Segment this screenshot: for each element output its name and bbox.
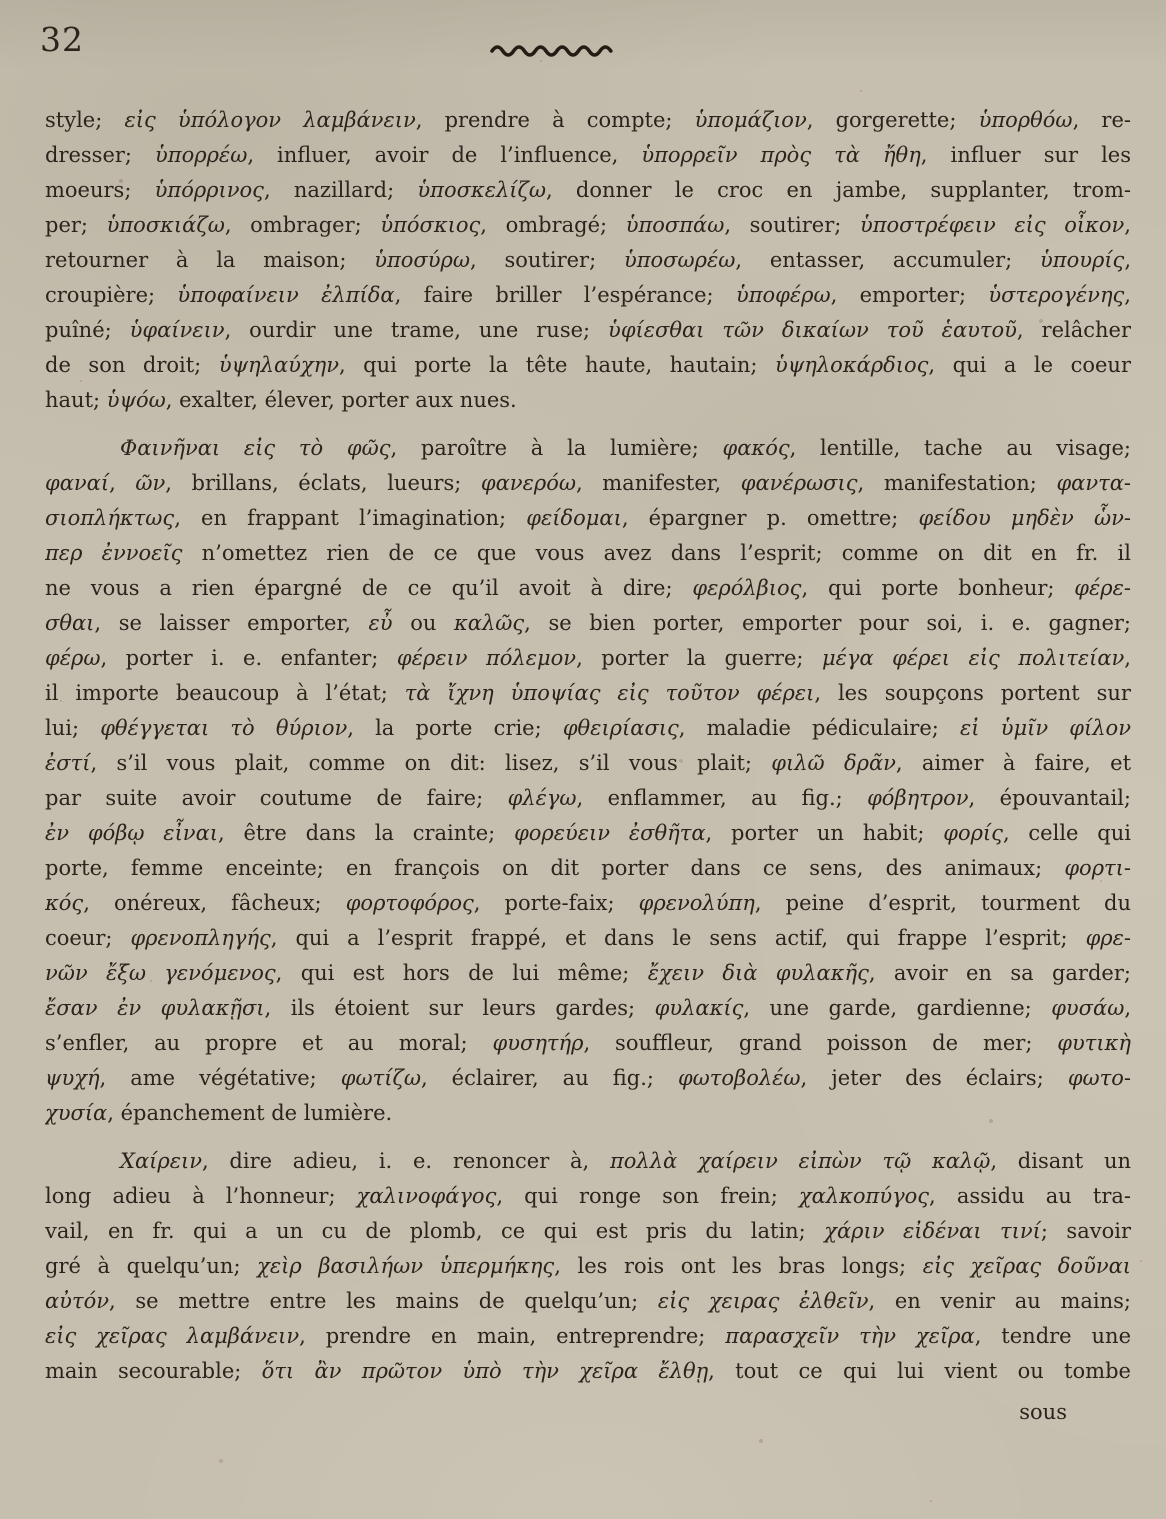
greek-term: ὑποφέρω bbox=[735, 283, 831, 307]
greek-term: τὴν bbox=[859, 1324, 897, 1348]
greek-term: φλέγω bbox=[507, 786, 577, 810]
greek-term: ὑπουρίς bbox=[1040, 248, 1125, 272]
text-line: περ ἐννοεῖς n’omettez rien de ce que vous avez dans l’esprit; comme on dit en fr. il bbox=[45, 541, 1131, 565]
text-line: retourner à la maison; ὑποσύρω, soutirer; ὑποσωρέω, entasser, accumuler; ὑπουρίς, bbox=[45, 248, 1131, 272]
greek-term: χεὶρ bbox=[257, 1254, 302, 1278]
greek-term: ῶν bbox=[135, 471, 166, 495]
greek-term: ὅτι bbox=[261, 1359, 295, 1383]
greek-term: εἶναι bbox=[163, 821, 218, 845]
greek-term: Φαινῆναι bbox=[120, 436, 221, 460]
greek-term: ὑποσκελίζω bbox=[417, 178, 547, 202]
greek-term: φείδου bbox=[918, 506, 991, 530]
greek-term: περ bbox=[45, 541, 83, 565]
text-line: gré à quelqu’un; χεὶρ βασιλήων ὑπερμήκης, les rois ont les bras longs; εἰς χεῖρας δοῦναι bbox=[45, 1254, 1131, 1278]
text-line: νῶν ἔξω γενόμενος, qui est hors de lui même; ἔχειν διὰ φυλακῆς, avoir en sa garder; bbox=[45, 961, 1131, 985]
greek-term: πολιτείαν bbox=[1018, 646, 1125, 670]
text-line: κός, onéreux, fâcheux; φορτοφόρος, porte-faix; φρενολύπη, peine d’esprit, tourment du bbox=[45, 891, 1131, 915]
greek-term: ὑπόλογον bbox=[177, 108, 282, 132]
greek-term: ὧν bbox=[1093, 506, 1124, 530]
greek-term: φορτι bbox=[1064, 856, 1124, 880]
text-line: σθαι, se laisser emporter, εὖ ou καλῶς, se bien porter, emporter pour soi, i. e. gagner; bbox=[45, 611, 1131, 635]
greek-term: εἰς bbox=[1014, 213, 1046, 237]
greek-term: τῷ bbox=[882, 1149, 912, 1173]
wavy-rule-icon bbox=[488, 42, 622, 58]
text-line: style; εἰς ὑπόλογον λαμβάνειν, prendre à compte; ὑπομάζιον, gorgerette; ὑπορθόω, re- bbox=[45, 108, 1131, 132]
greek-term: ἐλπίδα bbox=[321, 283, 395, 307]
text-line: ἐν φόβῳ εἶναι, être dans la crainte; φορεύειν ἐσθῆτα, porter un habit; φορίς, celle qui bbox=[45, 821, 1131, 845]
greek-term: τοῦτον bbox=[665, 681, 740, 705]
greek-term: φρενοπληγής bbox=[130, 926, 271, 950]
greek-term: φρε bbox=[1085, 926, 1124, 950]
greek-term: ὑποφαίνειν bbox=[177, 283, 299, 307]
greek-term: φυλακῇσι bbox=[160, 996, 265, 1020]
greek-term: λαμβάνειν bbox=[303, 108, 416, 132]
greek-term: φέρω bbox=[45, 646, 101, 670]
greek-term: εἰδέναι bbox=[902, 1219, 982, 1243]
greek-term: ὑπόρρινος bbox=[154, 178, 264, 202]
greek-term: φωτοβολέω bbox=[677, 1066, 801, 1090]
greek-term: φόβητρον bbox=[867, 786, 969, 810]
greek-term: ἔχειν bbox=[647, 961, 704, 985]
greek-term: φέρε bbox=[1074, 576, 1124, 600]
greek-term: ὑποψίας bbox=[510, 681, 601, 705]
greek-term: τὰ bbox=[404, 681, 431, 705]
greek-term: ὑψηλαύχην bbox=[218, 353, 339, 377]
greek-term: φανερόω bbox=[480, 471, 576, 495]
greek-term: οἶκον bbox=[1064, 213, 1125, 237]
text-line: coeur; φρενοπληγής, qui a l’esprit frappé, et dans le sens actif, qui frappe l’esprit; φρε- bbox=[45, 926, 1131, 950]
greek-term: εἰς bbox=[243, 436, 276, 460]
greek-term: φέρει bbox=[892, 646, 950, 670]
greek-term: φακός bbox=[722, 436, 790, 460]
greek-term: ὑποσκιάζω bbox=[106, 213, 225, 237]
greek-term: ὑπορρέω bbox=[155, 143, 248, 167]
greek-term: φυσητήρ bbox=[492, 1031, 584, 1055]
greek-term: καλῷ bbox=[931, 1149, 991, 1173]
text-line: φέρω, porter i. e. enfanter; φέρειν πόλεμον, porter la guerre; μέγα φέρει εἰς πολιτείαν, bbox=[45, 646, 1131, 670]
text-line: αὐτόν, se mettre entre les mains de quelqu’un; εἰς χειρας ἐλθεῖν, en venir au mains; bbox=[45, 1289, 1131, 1313]
text-line: φαναί, ῶν, brillans, éclats, lueurs; φανερόω, manifester, φανέρωσις, manifestation; φαντα- bbox=[45, 471, 1131, 495]
text-line: moeurs; ὑπόρρινος, nazillard; ὑποσκελίζω, donner le croc en jambe, supplanter, trom- bbox=[45, 178, 1131, 202]
greek-term: σθαι bbox=[45, 611, 95, 635]
greek-term: χαλκοπύγος bbox=[798, 1184, 930, 1208]
greek-term: ἔξω bbox=[106, 961, 146, 985]
greek-term: εἰ bbox=[960, 716, 980, 740]
greek-term: φέρει bbox=[756, 681, 815, 705]
greek-term: χαίρειν bbox=[697, 1149, 778, 1173]
greek-term: φυλακίς bbox=[654, 996, 744, 1020]
greek-term: θύριον bbox=[275, 716, 348, 740]
greek-term: φθέγγεται bbox=[100, 716, 210, 740]
greek-term: τοῦ bbox=[886, 318, 924, 342]
greek-term: ὑφαίνειν bbox=[129, 318, 225, 342]
greek-term: δοῦναι bbox=[1057, 1254, 1131, 1278]
greek-term: ἴχνη bbox=[447, 681, 494, 705]
greek-term: εἰπὼν bbox=[798, 1149, 862, 1173]
paragraph-3 bbox=[45, 1144, 1131, 1389]
paragraph-1 bbox=[45, 103, 1131, 418]
text-line: vail, en fr. qui a un cu de plomb, ce qui est pris du latin; χάριν εἰδέναι τινί; savoir bbox=[45, 1219, 1131, 1243]
greek-term: ψυχή bbox=[45, 1066, 100, 1090]
greek-term: ὑποσύρω bbox=[374, 248, 470, 272]
greek-term: ὑπορρεῖν bbox=[641, 143, 738, 167]
greek-term: Χαίρειν bbox=[120, 1149, 202, 1173]
greek-term: φυλακῆς bbox=[775, 961, 869, 985]
greek-term: ὑπερμήκης bbox=[439, 1254, 555, 1278]
greek-term: καλῶς bbox=[454, 611, 525, 635]
text-line: ψυχή, ame végétative; φωτίζω, éclairer, au fig.; φωτοβολέω, jeter des éclairs; φωτο- bbox=[45, 1066, 1131, 1090]
greek-term: εἰς bbox=[45, 1324, 77, 1348]
paper-speckles bbox=[0, 0, 2, 2]
text-line: long adieu à l’honneur; χαλινοφάγος, qui ronge son frein; χαλκοπύγος, assidu au tra- bbox=[45, 1184, 1131, 1208]
greek-term: φίλον bbox=[1069, 716, 1131, 740]
greek-term: ὑπορθόω bbox=[978, 108, 1073, 132]
greek-term: ἐννοεῖς bbox=[101, 541, 183, 565]
greek-term: πρῶτον bbox=[361, 1359, 443, 1383]
greek-term: τὸ bbox=[298, 436, 324, 460]
greek-term: τῶν bbox=[722, 318, 764, 342]
page-number: 32 bbox=[40, 20, 84, 59]
greek-term: φορτοφόρος bbox=[345, 891, 474, 915]
greek-term: ἐστί bbox=[45, 751, 91, 775]
greek-term: χαλινοφάγος bbox=[356, 1184, 497, 1208]
text-block bbox=[45, 103, 1131, 1429]
greek-term: χεῖρας bbox=[970, 1254, 1042, 1278]
text-line: per; ὑποσκιάζω, ombrager; ὑπόσκιος, ombragé; ὑποσπάω, soutirer; ὑποστρέφειν εἰς οἶκον, bbox=[45, 213, 1131, 237]
greek-term: λαμβάνειν bbox=[186, 1324, 300, 1348]
greek-term: πολλὰ bbox=[609, 1149, 678, 1173]
greek-term: ὑποστρέφειν bbox=[859, 213, 996, 237]
greek-term: φῶς bbox=[346, 436, 391, 460]
greek-term: κός bbox=[45, 891, 84, 915]
greek-term: ἐλθεῖν bbox=[799, 1289, 869, 1313]
text-line: dresser; ὑπορρέω, influer, avoir de l’influence, ὑπορρεῖν πρὸς τὰ ἤθη, influer sur les bbox=[45, 143, 1131, 167]
text-line: Φαινῆναι εἰς τὸ φῶς, paroître à la lumière; φακός, lentille, tache au visage; bbox=[120, 436, 1131, 460]
greek-term: ὑποσπάω bbox=[625, 213, 725, 237]
greek-term: διὰ bbox=[722, 961, 758, 985]
greek-term: χάριν bbox=[824, 1219, 885, 1243]
paragraph-2 bbox=[45, 431, 1131, 1131]
greek-term: εἰς bbox=[124, 108, 156, 132]
greek-term: ὑπόσκιος bbox=[380, 213, 481, 237]
greek-term: φρενολύπη bbox=[638, 891, 755, 915]
greek-term: γενόμενος bbox=[164, 961, 276, 985]
text-line: de son droit; ὑψηλαύχην, qui porte la tête haute, hautain; ὑψηλοκάρδιος, qui a le coeur bbox=[45, 353, 1131, 377]
greek-term: φυτικὴ bbox=[1057, 1031, 1131, 1055]
greek-term: χεῖρα bbox=[915, 1324, 975, 1348]
greek-term: χεῖρα bbox=[579, 1359, 639, 1383]
text-line: main secourable; ὅτι ἂν πρῶτον ὑπὸ τὴν χεῖρα ἔλθῃ, tout ce qui lui vient ou tombe bbox=[45, 1359, 1131, 1383]
greek-term: φυσάω bbox=[1051, 996, 1125, 1020]
greek-term: φορίς bbox=[943, 821, 1003, 845]
greek-term: φθειρίασις bbox=[562, 716, 679, 740]
greek-term: αὐτόν bbox=[45, 1289, 109, 1313]
greek-term: ἐν bbox=[117, 996, 142, 1020]
greek-term: πόλεμον bbox=[485, 646, 577, 670]
greek-term: εὖ bbox=[368, 611, 393, 635]
text-line: σιοπλήκτως, en frappant l’imagination; φείδομαι, épargner p. omettre; φείδου μηδὲν ὧν- bbox=[45, 506, 1131, 530]
greek-term: τινί bbox=[1000, 1219, 1041, 1243]
greek-term: τὴν bbox=[521, 1359, 559, 1383]
greek-term: ἑαυτοῦ bbox=[941, 318, 1017, 342]
greek-term: ὑποσωρέω bbox=[623, 248, 736, 272]
text-line: Χαίρειν, dire adieu, i. e. renoncer à, πολλὰ χαίρειν εἰπὼν τῷ καλῷ, disant un bbox=[120, 1149, 1131, 1173]
greek-term: δρᾶν bbox=[843, 751, 896, 775]
greek-term: ὑψηλοκάρδιος bbox=[775, 353, 929, 377]
greek-term: χεῖρας bbox=[96, 1324, 167, 1348]
greek-term: χειρας bbox=[708, 1289, 780, 1313]
greek-term: χυσία bbox=[45, 1101, 108, 1125]
greek-term: φωτο bbox=[1067, 1066, 1124, 1090]
greek-term: φωτίζω bbox=[340, 1066, 421, 1090]
greek-term: φανέρωσις bbox=[740, 471, 858, 495]
text-line: ἐστί, s’il vous plait, comme on dit: lisez, s’il vous plait; φιλῶ δρᾶν, aimer à faire, et bbox=[45, 751, 1131, 775]
text-line: lui; φθέγγεται τὸ θύριον, la porte crie; φθειρίασις, maladie pédiculaire; εἰ ὑμῖν φίλον bbox=[45, 716, 1131, 740]
greek-term: φόβῳ bbox=[87, 821, 145, 845]
greek-term: ὑψόω bbox=[106, 388, 166, 412]
text-line: puîné; ὑφαίνειν, ourdir une trame, une ruse; ὑφίεσθαι τῶν δικαίων τοῦ ἑαυτοῦ, relâcher bbox=[45, 318, 1131, 342]
text-line: εἰς χεῖρας λαμβάνειν, prendre en main, entreprendre; παρασχεῖν τὴν χεῖρα, tendre une bbox=[45, 1324, 1131, 1348]
text-line: χυσία, épanchement de lumière. bbox=[45, 1101, 393, 1125]
greek-term: ὑμῖν bbox=[1000, 716, 1049, 740]
greek-term: μέγα bbox=[821, 646, 874, 670]
greek-term: νῶν bbox=[45, 961, 88, 985]
greek-term: ἂν bbox=[314, 1359, 342, 1383]
text-line: par suite avoir coutume de faire; φλέγω, enflammer, au fig.; φόβητρον, épouvantail; bbox=[45, 786, 1131, 810]
greek-term: ἔσαν bbox=[45, 996, 98, 1020]
text-line: porte, femme enceinte; en françois on dit porter dans ce sens, des animaux; φορτι- bbox=[45, 856, 1131, 880]
wavy-rule-ornament bbox=[488, 42, 622, 62]
catchword: sous bbox=[1019, 1400, 1067, 1424]
greek-term: ἤθη bbox=[882, 143, 921, 167]
greek-term: φέρειν bbox=[396, 646, 468, 670]
greek-term: φαναί bbox=[45, 471, 110, 495]
greek-term: ὑπὸ bbox=[462, 1359, 502, 1383]
greek-term: ἔλθῃ bbox=[658, 1359, 709, 1383]
text-line: il importe beaucoup à l’état; τὰ ἴχνη ὑποψίας εἰς τοῦτον φέρει, les soupçons portent sur bbox=[45, 681, 1131, 705]
greek-term: φερόλβιος bbox=[692, 576, 802, 600]
text-line: ne vous a rien épargné de ce qu’il avoit à dire; φερόλβιος, qui porte bonheur; φέρε- bbox=[45, 576, 1131, 600]
text-line: ἔσαν ἐν φυλακῇσι, ils étoient sur leurs gardes; φυλακίς, une garde, gardienne; φυσάω, bbox=[45, 996, 1131, 1020]
text-line: croupière; ὑποφαίνειν ἐλπίδα, faire briller l’espérance; ὑποφέρω, emporter; ὑστερογένης, bbox=[45, 283, 1131, 307]
greek-term: εἰς bbox=[617, 681, 649, 705]
greek-term: ἐν bbox=[45, 821, 70, 845]
greek-term: μηδὲν bbox=[1010, 506, 1074, 530]
greek-term: ἐσθῆτα bbox=[628, 821, 706, 845]
greek-term: φαντα bbox=[1056, 471, 1124, 495]
greek-term: φείδομαι bbox=[526, 506, 622, 530]
greek-term: τὰ bbox=[834, 143, 860, 167]
greek-term: ὑπομάζιον bbox=[694, 108, 807, 132]
greek-term: πρὸς bbox=[760, 143, 812, 167]
greek-term: παρασχεῖν bbox=[725, 1324, 840, 1348]
greek-term: σιοπλήκτως bbox=[45, 506, 175, 530]
greek-term: τὸ bbox=[230, 716, 255, 740]
greek-term: ὑστερογένης bbox=[988, 283, 1125, 307]
greek-term: εἰς bbox=[657, 1289, 690, 1313]
greek-term: βασιλήων bbox=[318, 1254, 424, 1278]
greek-term: εἰς bbox=[968, 646, 1000, 670]
greek-term: εἰς bbox=[922, 1254, 954, 1278]
greek-term: φιλῶ bbox=[771, 751, 825, 775]
text-line: s’enfler, au propre et au moral; φυσητήρ, souffleur, grand poisson de mer; φυτικὴ bbox=[45, 1031, 1131, 1055]
greek-term: ὑφίεσθαι bbox=[608, 318, 705, 342]
greek-term: φορεύειν bbox=[514, 821, 611, 845]
text-line: haut; ὑψόω, exalter, élever, porter aux nues. bbox=[45, 388, 517, 412]
greek-term: δικαίων bbox=[781, 318, 869, 342]
